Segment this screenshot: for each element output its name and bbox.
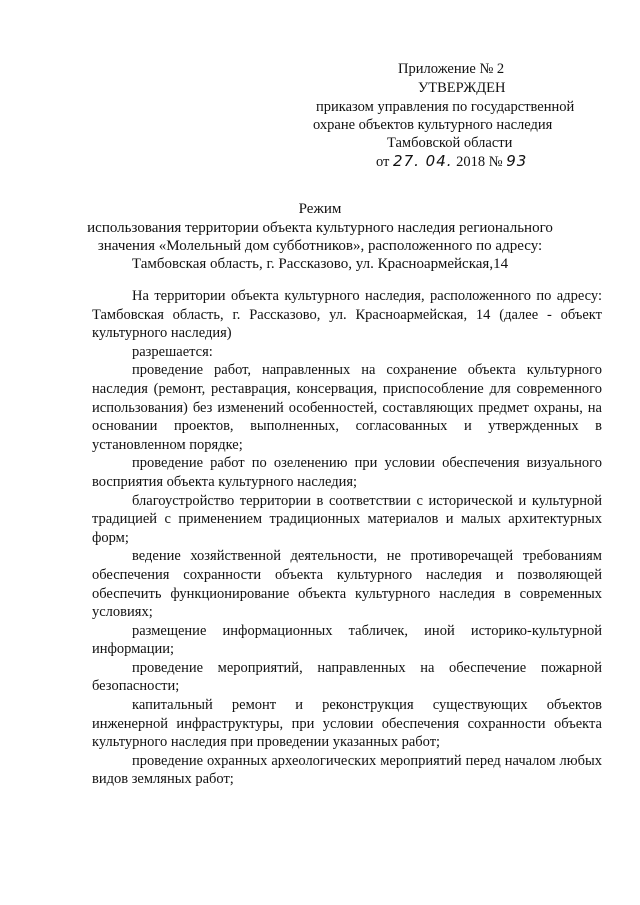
list-item: проведение работ по озеленению при условии обеспечения визуального восприятия объекта культурного наследия; (92, 455, 602, 490)
title-line: Тамбовская область, г. Рассказово, ул. Красноармейская,14 (131, 256, 509, 272)
list-item: проведение работ, направленных на сохранение объекта культурного наследия (ремонт, реставрация, консервация, приспособление для современного использования) без изменений особенностей, составляющих предмет охраны, на основании проектов, выполненных, согласованных и утвержденных в установленном порядке; (92, 362, 602, 453)
list-item: благоустройство территории в соответствии с исторической и культурной традицией с применением традиционных материалов и малых архитектурных форм; (92, 492, 602, 546)
allowed-heading: разрешается: (132, 343, 213, 360)
handwritten-date: 27. 04. (393, 152, 453, 170)
document-body (92, 287, 602, 789)
approved-stamp: УТВЕРЖДЕН (418, 80, 506, 96)
intro-paragraph: На территории объекта культурного наследия, расположенного по адресу: Тамбовская область, г. Рассказово, ул. Красноармейская, 14 (далее - объект культурного наследия) (92, 288, 602, 342)
title-line: использования территории объекта культурного наследия регионального (87, 220, 553, 236)
appendix-number: Приложение № 2 (398, 61, 505, 77)
order-line: охране объектов культурного наследия (313, 117, 553, 133)
number-sign: № (488, 154, 503, 170)
date-prefix: от (376, 154, 390, 170)
date-year: 2018 (456, 154, 486, 170)
list-item: капитальный ремонт и реконструкция существующих объектов инженерной инфраструктуры, при условии обеспечения сохранности объекта культурного наследия при проведении указанных работ; (92, 697, 602, 751)
title-line: значения «Молельный дом субботников», расположенного по адресу: (97, 238, 543, 254)
order-date-line (376, 152, 527, 172)
list-item: проведение охранных археологических мероприятий перед началом любых видов земляных работ; (92, 752, 602, 788)
list-item: ведение хозяйственной деятельности, не противоречащей требованиям обеспечения сохранности объекта культурного наследия и позволяющей обеспечить функционирование объекта культурного наследия в современных условиях; (92, 548, 602, 621)
order-line: приказом управления по государственной (316, 99, 575, 115)
document-title: Режим (298, 201, 342, 217)
list-item: проведение мероприятий, направленных на обеспечение пожарной безопасности; (92, 659, 602, 695)
order-line: Тамбовской области (387, 135, 513, 151)
list-item: размещение информационных табличек, иной историко-культурной информации; (92, 622, 602, 658)
handwritten-number: 93 (506, 152, 528, 170)
